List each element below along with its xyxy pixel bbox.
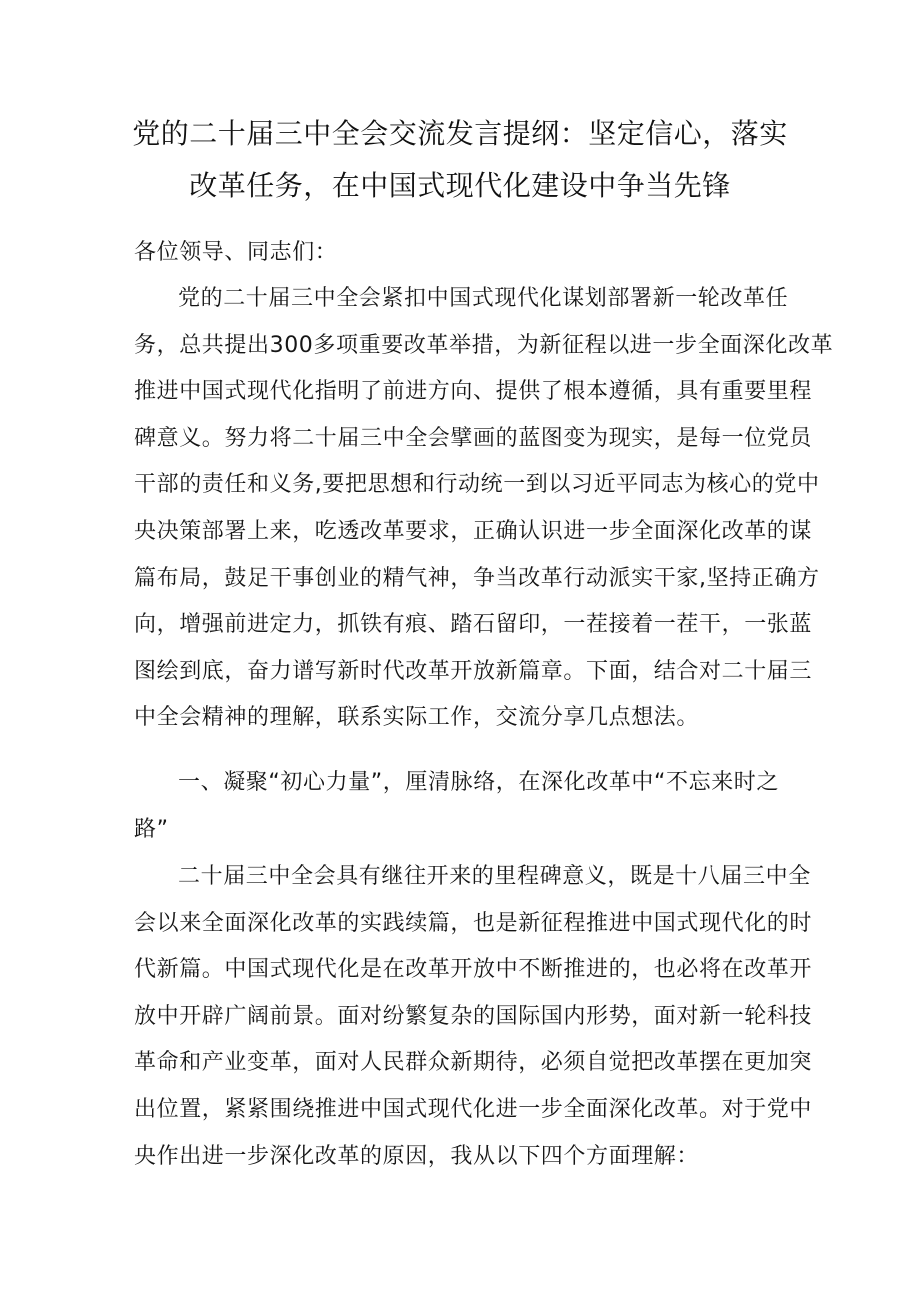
paragraph-line: 推进中国式现代化指明了前进方向、提供了根本遵循，具有重要里程 [134,379,813,405]
paragraph-line: 干部的责任和义务,要把思想和行动统一到以习近平同志为核心的党中 [134,472,820,498]
paragraph-line: 图绘到底，奋力谱写新时代改革开放新篇章。下面，结合对二十届三 [134,658,813,684]
paragraph-line: 二十届三中全会具有继往开来的里程碑意义，既是十八届三中全 [178,864,811,889]
heading-line: 路” [134,816,169,842]
salutation [134,230,796,277]
heading-line: 一、凝聚“初心力量”，厘清脉络，在深化改革中“不忘来时之 [178,770,779,795]
paragraph-intro [134,276,834,742]
paragraph-line: 篇布局，鼓足干事创业的精气神，争当改革行动派实干家,坚持正确方 [134,565,820,591]
document-title [0,108,920,212]
paragraph-line: 中全会精神的理解，联系实际工作，交流分享几点想法。 [134,705,700,731]
paragraph-line: 党的二十届三中全会紧扣中国式现代化谋划部署新一轮改革任 [178,286,789,311]
paragraph-line: 央作出进一步深化改革的原因，我从以下四个方面理解： [134,1143,700,1169]
paragraph-line: 碑意义。努力将二十届三中全会擘画的蓝图变为现实，是每一位党员 [134,425,813,451]
title-line: 党的二十届三中全会交流发言提纲：坚定信心，落实 [132,117,788,150]
salutation-text: 各位领导、同志们： [134,240,338,265]
paragraph-line: 会以来全面深化改革的实践续篇，也是新征程推进中国式现代化的时 [134,910,813,936]
paragraph-line: 向，增强前进定力，抓铁有痕、踏石留印，一茬接着一茬干，一张蓝 [134,612,813,638]
section-heading [134,760,796,853]
paragraph-line: 出位置，紧紧围绕推进中国式现代化进一步全面深化改革。对于党中 [134,1096,813,1122]
title-line: 改革任务，在中国式现代化建设中争当先锋 [189,169,731,202]
paragraph-line: 央决策部署上来，吃透改革要求，正确认识进一步全面深化改革的谋 [134,518,813,544]
paragraph-line: 务，总共提出300多项重要改革举措，为新征程以进一步全面深化改革 [134,332,834,358]
paragraph-line: 放中开辟广阔前景。面对纷繁复杂的国际国内形势，面对新一轮科技 [134,1003,813,1029]
paragraph-line: 代新篇。中国式现代化是在改革开放中不断推进的，也必将在改革开 [134,957,813,983]
paragraph-line: 革命和产业变革，面对人民群众新期待，必须自觉把改革摆在更加突 [134,1050,813,1076]
paragraph-section-1 [134,854,813,1180]
